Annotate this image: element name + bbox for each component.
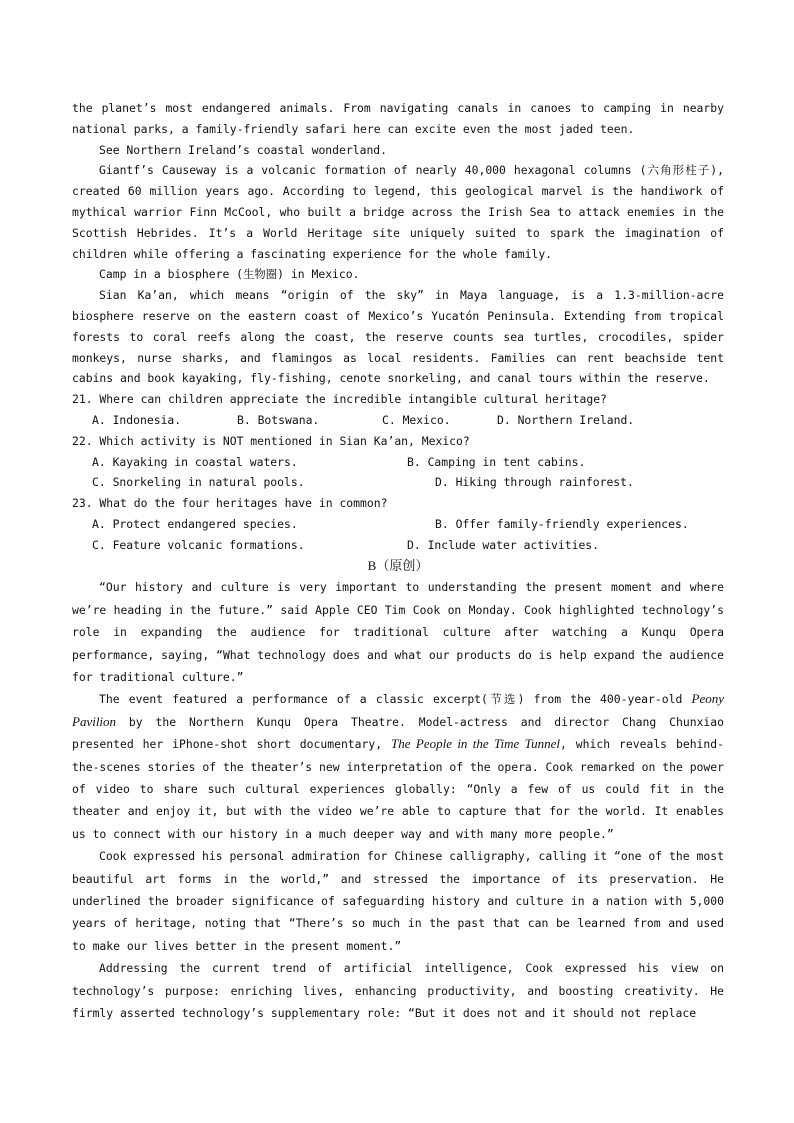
question-22-option-d: D. Hiking through rainforest. xyxy=(435,475,634,490)
question-22-stem: 22. Which activity is NOT mentioned in Sian Ka’an, Mexico? xyxy=(72,433,470,448)
section-b-heading xyxy=(72,556,724,577)
question-23-option-d: D. Include water activities. xyxy=(407,537,600,552)
section-b-p2-part-3: , which reveals behind-the-scenes stories of the theater’s new interpretation of the opera. Cook remarked on the power of video to share such cultural experiences globally: “Only a few of us could fit in the theater and enjoy it, but with the video we’re able to capture that for the world. It enables us to connect with our history in a much deeper way and with many more people.” xyxy=(72,737,724,841)
question-23-option-b: B. Offer family-friendly experiences. xyxy=(435,516,689,531)
question-21-options xyxy=(72,410,724,431)
section-b-paragraph-4: Addressing the current trend of artificial intelligence, Cook expressed his view on technology’s purpose: enriching lives, enhancing productivity, and boosting creativity. He firmly asserted technology’s supplementary role: “But it does not and it should not replace xyxy=(72,961,724,1021)
peony-pavilion-title: Peony Pavilion xyxy=(72,691,724,729)
section-b-heading-text: B（原创） xyxy=(367,557,429,573)
passage-a-paragraph-3: Sian Ka’an, which means “origin of the sky” in Maya language, is a 1.3-million-acre biosphere reserve on the eastern coast of Mexico’s Yucatón Peninsula. Extending from tropical forests to coral reefs along the coast, the reserve counts sea turtles, crocodiles, spider monkeys, nurse sharks, and flamingos as local residents. Families can rent beachside tent cabins and book kayaking, fly-fishing, cenote snorkeling, and canal tours within the reserve. xyxy=(72,288,724,386)
question-23-options-row-2 xyxy=(72,535,724,556)
document-page xyxy=(72,98,724,1024)
question-23-option-a: A. Protect endangered species. xyxy=(92,516,298,531)
question-22-options-row-2 xyxy=(72,472,724,493)
passage-a-paragraph-1: the planet’s most endangered animals. From navigating canals in canoes to camping in nearby national parks, a family-friendly safari here can excite even the most jaded teen. xyxy=(72,101,724,136)
section-b-p2-part-1: The event featured a performance of a classic excerpt(节选) from the 400-year-old xyxy=(99,692,692,707)
question-23-option-c: C. Feature volcanic formations. xyxy=(92,537,305,552)
question-21-stem: 21. Where can children appreciate the incredible intangible cultural heritage? xyxy=(72,392,607,407)
section-b-paragraph-1: “Our history and culture is very important to understanding the present moment and where we’re heading in the future.” said Apple CEO Tim Cook on Monday. Cook highlighted technology’s role in expanding the audience for traditional culture after watching a Kunqu Opera performance, saying, “What technology does and what our products do is help expand the audience for traditional culture.” xyxy=(72,580,724,684)
section-b-paragraph-3: Cook expressed his personal admiration for Chinese calligraphy, calling it “one of the most beautiful art forms in the world,” and stressed the importance of its preservation. He underlined the broader significance of safeguarding history and culture in a nation with 5,000 years of heritage, noting that “There’s so much in the past that can be learned from and used to make our lives better in the present moment.” xyxy=(72,849,724,953)
question-22-option-b: B. Camping in tent cabins. xyxy=(407,454,586,469)
passage-a-heading-northern-ireland: See Northern Ireland’s coastal wonderland. xyxy=(99,142,388,157)
question-22-options-row-1 xyxy=(72,452,724,473)
question-21-option-d: D. Northern Ireland. xyxy=(497,412,635,427)
section-b-p2-part-2: by the Northern Kunqu Opera Theatre. Model-actress and director Chang Chunxiao presented her iPhone-shot short documentary, xyxy=(72,714,724,752)
question-21-option-c: C. Mexico. xyxy=(382,412,451,427)
question-21-option-b: B. Botswana. xyxy=(237,412,320,427)
question-22-option-c: C. Snorkeling in natural pools. xyxy=(92,475,305,490)
question-23-options-row-1 xyxy=(72,514,724,535)
section-b-body xyxy=(72,576,724,1024)
documentary-title: The People in the Time Tunnel xyxy=(391,736,560,752)
section-b-paragraph-2 xyxy=(72,688,724,845)
passage-a-paragraph-2: Giantf’s Causeway is a volcanic formation of nearly 40,000 hexagonal columns (六角形柱子), created 60 million years ago. According to legend, this geological marvel is the handiwork of mythical warrior Finn McCool, who built a bridge across the Irish Sea to attack enemies in the Scottish Hebrides. It’s a World Heritage site uniquely suited to spark the imagination of children while offering a fascinating experience for the whole family. xyxy=(72,163,724,261)
question-21-option-a: A. Indonesia. xyxy=(92,412,182,427)
question-23-stem: 23. What do the four heritages have in common? xyxy=(72,496,388,511)
question-22-option-a: A. Kayaking in coastal waters. xyxy=(92,454,298,469)
passage-a-heading-mexico: Camp in a biosphere (生物圈) in Mexico. xyxy=(99,267,360,282)
